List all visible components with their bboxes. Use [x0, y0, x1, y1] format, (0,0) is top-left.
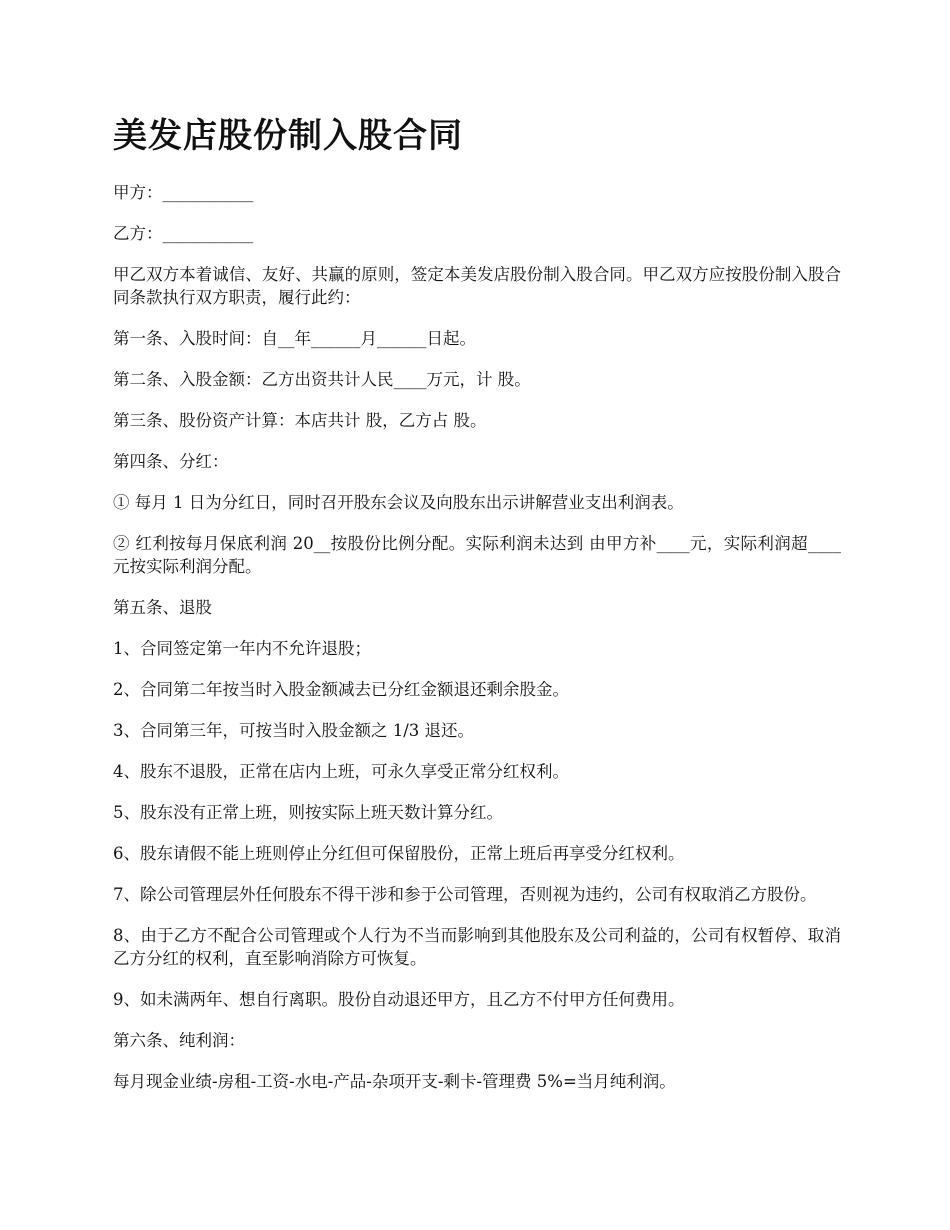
withdrawal-item-2: 2、合同第二年按当时入股金额减去已分红金额退还剩余股金。: [113, 680, 569, 699]
article-6-heading: 第六条、纯利润：: [113, 1031, 245, 1050]
document-page: [113, 112, 841, 1111]
party-b-line: 乙方：___________: [113, 224, 254, 243]
preamble-paragraph: 甲乙双方本着诚信、友好、共赢的原则，签定本美发店股份制入股合同。甲乙双方应按股份制入股合同条款执行双方职责，履行此约：: [113, 265, 841, 307]
article-1-paragraph: 第一条、入股时间：自__年______月______日起。: [113, 329, 476, 348]
dividend-item-2: ② 红利按每月保底利润 20__按股份比例分配。实际利润未达到 由甲方补____元，实际利润超____元按实际利润分配。: [113, 534, 841, 576]
article-2-paragraph: 第二条、入股金额：乙方出资共计人民____万元，计 股。: [113, 370, 531, 389]
article-3-paragraph: 第三条、股份资产计算：本店共计 股，乙方占 股。: [113, 411, 487, 430]
document-title: 美发店股份制入股合同: [113, 116, 463, 156]
dividend-item-1: ① 每月 1 日为分红日，同时召开股东会议及向股东出示讲解营业支出利润表。: [113, 493, 684, 512]
withdrawal-item-6: 6、股东请假不能上班则停止分红但可保留股份，正常上班后再享受分红权利。: [113, 844, 685, 863]
net-profit-formula: 每月现金业绩-房租-工资-水电-产品-杂项开支-剩卡-管理费 5%=当月纯利润。: [113, 1072, 676, 1091]
withdrawal-item-5: 5、股东没有正常上班，则按实际上班天数计算分红。: [113, 803, 503, 822]
withdrawal-item-3: 3、合同第三年，可按当时入股金额之 1/3 退还。: [113, 721, 475, 740]
party-a-line: 甲方：___________: [113, 183, 254, 202]
article-4-heading: 第四条、分红：: [113, 452, 229, 471]
withdrawal-item-1: 1、合同签定第一年内不允许退股；: [113, 639, 371, 658]
article-5-heading: 第五条、退股: [113, 598, 212, 617]
withdrawal-item-8: 8、由于乙方不配合公司管理或个人行为不当而影响到其他股东及公司利益的，公司有权暂停、取消乙方分红的权利，直至影响消除方可恢复。: [113, 926, 841, 968]
withdrawal-item-4: 4、股东不退股，正常在店内上班，可永久享受正常分红权利。: [113, 762, 569, 781]
withdrawal-item-9: 9、如未满两年、想自行离职。股份自动退还甲方，且乙方不付甲方任何费用。: [113, 990, 685, 1009]
withdrawal-item-7: 7、除公司管理层外任何股东不得干涉和参于公司管理，否则视为违约，公司有权取消乙方股份。: [113, 885, 817, 904]
